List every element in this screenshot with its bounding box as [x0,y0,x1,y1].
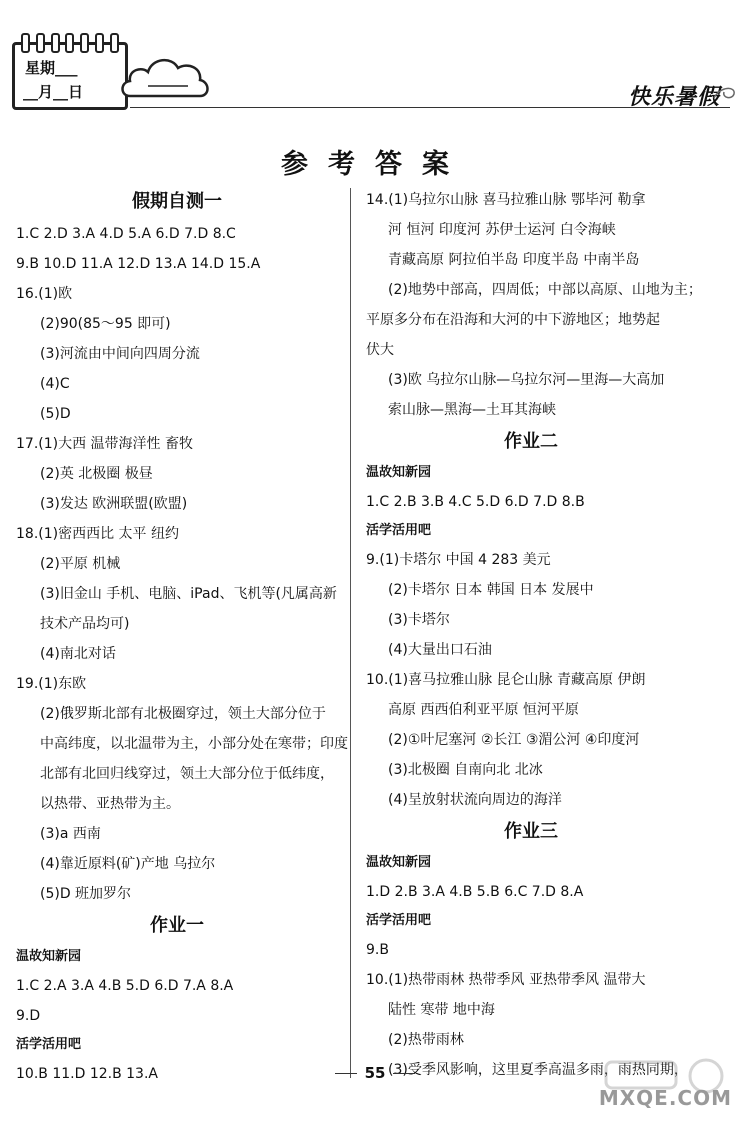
answer-line: 平原多分布在沿海和大河的中下游地区；地势起 [366,312,660,328]
answer-line: (3)卡塔尔 [388,612,450,628]
section-title: 作业二 [504,431,558,452]
answer-line: 中高纬度，以北温带为主，小部分处在寒带；印度 [40,736,348,752]
answer-line: 9.B 10.D 11.A 12.D 13.A 14.D 15.A [16,256,261,272]
answer-line: 18.(1)密西西比 太平 纽约 [16,526,179,542]
answer-line: 16.(1)欧 [16,286,73,302]
answer-line: (3)发达 欧洲联盟(欧盟) [40,496,188,512]
answer-line: 14.(1)乌拉尔山脉 喜马拉雅山脉 鄂毕河 勒拿 [366,192,646,208]
calendar-icon [12,42,128,110]
header-logo: 快乐暑假 [627,85,720,110]
footer-dash [393,1073,415,1074]
left-column [16,185,348,1089]
answer-line: (5)D [40,406,71,422]
answer-line: (3)受季风影响，这里夏季高温多雨，雨热同期， [388,1062,688,1078]
answer-line: 9.(1)卡塔尔 中国 4 283 美元 [366,552,551,568]
date-field: __月__日 [23,83,84,101]
answer-line: (3)北极圈 自南向北 北冰 [388,762,543,778]
swirl-icon [710,82,740,104]
answer-line: 19.(1)东欧 [16,676,87,692]
answer-line: 1.C 2.D 3.A 4.D 5.A 6.D 7.D 8.C [16,226,236,242]
answer-line: (4)南北对话 [40,646,116,662]
answer-line: 高原 西西伯利亚平原 恒河平原 [388,702,579,718]
answer-line: (3)欧 乌拉尔山脉—乌拉尔河—里海—大高加 [388,372,665,388]
subsection-title: 温故知新园 [16,949,82,964]
section-title: 作业三 [504,821,558,842]
answer-line: (2)卡塔尔 日本 韩国 日本 发展中 [388,582,594,598]
section-title: 作业一 [150,915,204,936]
subsection-title: 活学活用吧 [366,523,432,538]
subsection-title: 活学活用吧 [366,913,432,928]
footer-dash [335,1073,357,1074]
answer-line: 10.B 11.D 12.B 13.A [16,1066,158,1082]
answer-line: (2)热带雨林 [388,1032,464,1048]
subsection-title: 活学活用吧 [16,1037,82,1052]
right-column [366,185,702,1085]
answer-line: 1.C 2.A 3.A 4.B 5.D 6.D 7.A 8.A [16,978,234,994]
answer-line: 9.D [16,1008,41,1024]
header-rule [130,107,730,108]
watermark-text: MXQE.COM [598,1086,732,1110]
column-divider [350,188,351,1078]
answer-line: (2)平原 机械 [40,556,121,572]
page-header [0,0,750,120]
page-number: 55 [364,1064,386,1082]
answer-line: (2)英 北极圈 极昼 [40,466,153,482]
answer-line: (2)地势中部高，四周低；中部以高原、山地为主； [388,282,702,298]
answer-line: 10.(1)热带雨林 热带季风 亚热带季风 温带大 [366,972,646,988]
answer-line: (3)a 西南 [40,826,101,842]
answer-line: 1.C 2.B 3.B 4.C 5.D 6.D 7.D 8.B [366,494,585,510]
answer-line: (4)C [40,376,70,392]
weekday-field: 星期___ [25,59,78,77]
answer-line: (4)呈放射状流向周边的海洋 [388,792,562,808]
answer-line: 1.D 2.B 3.A 4.B 5.B 6.C 7.D 8.A [366,884,584,900]
answer-line: 伏大 [366,342,394,358]
answer-line: (3)旧金山 手机、电脑、iPad、飞机等(凡属高新 [40,586,337,602]
page-title: 参考答案 [281,149,469,180]
answer-line: (2)①叶尼塞河 ②长江 ③湄公河 ④印度河 [388,732,640,748]
answer-line: 陆性 寒带 地中海 [388,1002,495,1018]
answer-line: 青藏高原 阿拉伯半岛 印度半岛 中南半岛 [388,252,640,268]
answer-line: (5)D 班加罗尔 [40,886,132,902]
answer-line: 17.(1)大西 温带海洋性 畜牧 [16,436,193,452]
subsection-title: 温故知新园 [366,855,432,870]
calendar-rings [21,33,119,51]
cloud-icon [118,48,212,104]
answer-line: (4)靠近原料(矿)产地 乌拉尔 [40,856,216,872]
answer-line: 10.(1)喜马拉雅山脉 昆仑山脉 青藏高原 伊朗 [366,672,646,688]
answer-line: (2)90(85～95 即可) [40,316,171,332]
answer-line: 河 恒河 印度河 苏伊士运河 白令海峡 [388,222,616,238]
answer-line: (2)俄罗斯北部有北极圈穿过，领土大部分位于 [40,706,326,722]
answer-line: 以热带、亚热带为主。 [40,796,180,812]
answer-line: (3)河流由中间向四周分流 [40,346,200,362]
answer-line: 北部有北回归线穿过，领土大部分位于低纬度， [40,766,334,782]
answer-line: (4)大量出口石油 [388,642,492,658]
answer-line: 9.B [366,942,389,958]
answer-line: 索山脉—黑海—土耳其海峡 [388,402,556,418]
answer-line: 技术产品均可) [40,616,130,632]
subsection-title: 温故知新园 [366,465,432,480]
section-title: 假期自测一 [132,191,222,212]
